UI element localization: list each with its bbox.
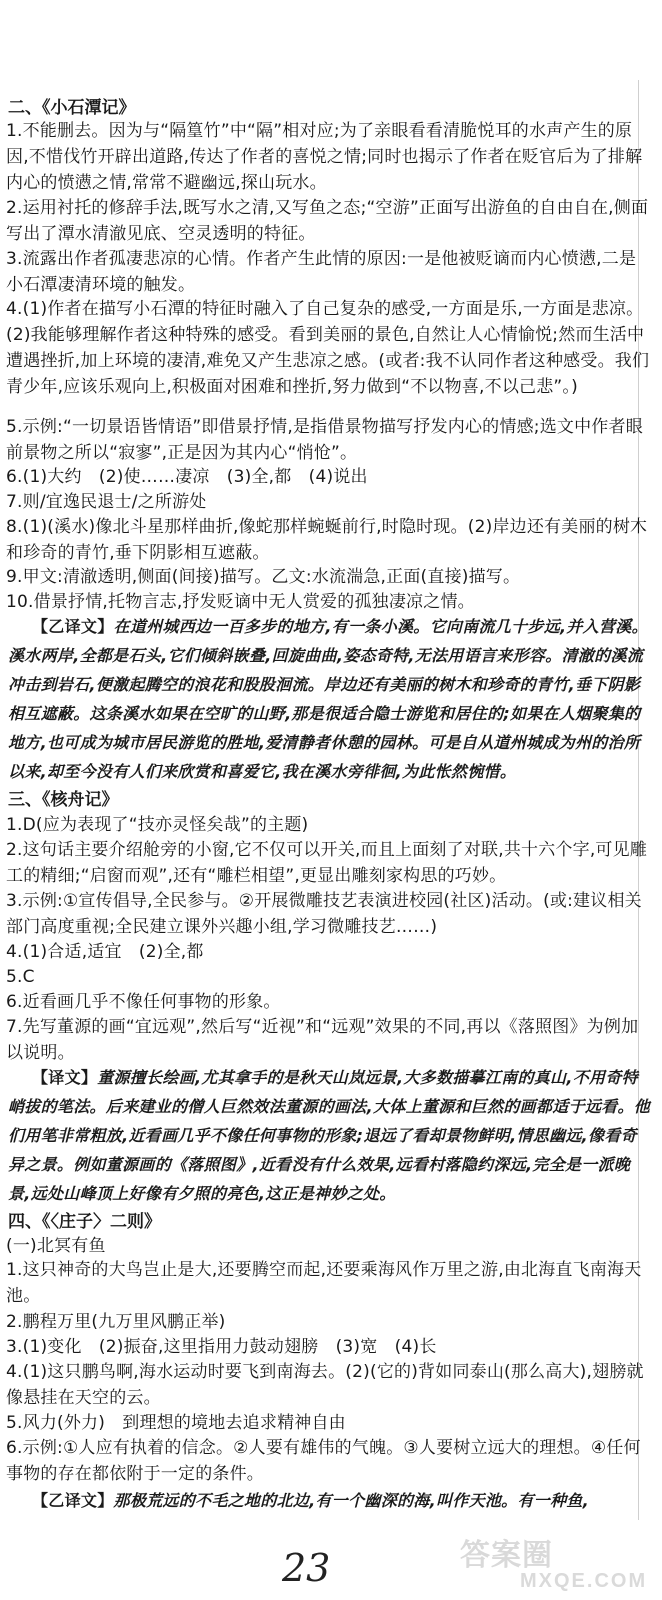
s2-answer-8: 8.(1)(溪水)像北斗星那样曲折,像蛇那样蜿蜒前行,时隐时现。(2)岸边还有美丽的树木和珍奇的青竹,垂下阴影相互遮蔽。: [6, 517, 648, 563]
s4-answer-6: 6.示例:①人应有执着的信念。②人要有雄伟的气魄。③人要树立远大的理想。④任何事物的存在都依附于一定的条件。: [6, 1438, 641, 1484]
s4-answer-3: 3.(1)变化 (2)振奋,这里指用力鼓动翅膀 (3)宽 (4)长: [6, 1337, 437, 1357]
s4-answer-5: 5.风力(外力) 到理想的境地去追求精神自由: [6, 1413, 346, 1433]
s2-answer-9: 9.甲文:清澈透明,侧面(间接)描写。乙文:水流湍急,正面(直接)描写。: [6, 567, 521, 587]
translation-label: 【乙译文】: [32, 617, 114, 636]
s2-answer-10: 10.借景抒情,托物言志,抒发贬谪中无人赏爱的孤独凄凉之情。: [6, 592, 475, 612]
s3-answer-6: 6.近看画几乎不像任何事物的形象。: [6, 992, 281, 1012]
s2-answer-6: 6.(1)大约 (2)使……凄凉 (3)全,都 (4)说出: [6, 467, 368, 487]
s3-answer-2: 2.这句话主要介绍舱旁的小窗,它不仅可以开关,而且上面刻了对联,共十六个字,可见雕工的精细;“启窗而观”,还有“雕栏相望”,更显出雕刻家构思的巧妙。: [6, 840, 648, 886]
s4-translation: [8, 1486, 652, 1515]
s4-answer-1: 1.这只神奇的大鸟岂止是大,还要腾空而起,还要乘海风作万里之游,由北海直飞南海天池。: [6, 1260, 642, 1306]
page-number: 23: [282, 1546, 331, 1590]
s4-answer-4: 4.(1)这只鹏鸟啊,海水运动时要飞到南海去。(2)(它的)背如同泰山(那么高大),翅膀就像悬挂在天空的云。: [6, 1362, 644, 1408]
s3-answer-3: 3.示例:①宣传倡导,全民参与。②开展微雕技艺表演进校园(社区)活动。(或:建议相关部门高度重视;全民建立课外兴趣小组,学习微雕技艺……): [6, 891, 642, 937]
translation-text: 董源擅长绘画,尤其拿手的是秋天山岚远景,大多数描摹江南的真山,不用奇特峭拔的笔法。后来建业的僧人巨然效法董源的画法,大体上董源和巨然的画都适于远看。他们用笔非常粗放,近看画几乎不像任何事物的形象;退远了看却景物鲜明,情思幽远,像看奇异之景。例如董源画的《落照图》,近看没有什么效果,远看村落隐约深远,完全是一派晚景,远处山峰顶上好像有夕照的亮色,这正是神妙之处。: [8, 1068, 651, 1203]
s2-answer-4: 4.(1)作者在描写小石潭的特征时融入了自己复杂的感受,一方面是乐,一方面是悲凉。(2)我能够理解作者这种特殊的感受。看到美丽的景色,自然让人心情愉悦;然而生活中遭遇挫折,加上环境的凄清,难免又产生悲凉之感。(或者:我不认同作者这种感受。我们青少年,应该乐观向上,积极面对困难和挫折,努力做到“不以物喜,不以己悲”。): [6, 299, 650, 397]
s2-answer-7: 7.则/宜逸民退士/之所游处: [6, 492, 207, 512]
section-title-xiaoshitanji: 二、《小石潭记》: [8, 98, 136, 118]
s2-answer-2: 2.运用衬托的修辞手法,既写水之清,又写鱼之态;“空游”正面写出游鱼的自由自在,侧面写出了潭水清澈见底、空灵透明的特征。: [6, 198, 649, 244]
watermark-url: MXQE.COM: [520, 1570, 648, 1592]
s4-answer-2: 2.鹏程万里(九万里风鹏正举): [6, 1312, 226, 1332]
section-title-hezhouji: 三、《核舟记》: [8, 790, 119, 810]
s2-answer-3: 3.流露出作者孤凄悲凉的心情。作者产生此情的原因:一是他被贬谪而内心愤懑,二是小石潭凄清环境的触发。: [6, 249, 637, 295]
translation-label: 【译文】: [32, 1068, 98, 1087]
s2-answer-1: 1.不能删去。因为与“隔篁竹”中“隔”相对应;为了亲眼看看清脆悦耳的水声产生的原因,不惜伐竹开辟出道路,传达了作者的喜悦之情;同时也揭示了作者在贬官后为了排解内心的愤懑之情,常常不避幽远,探山玩水。: [6, 121, 643, 193]
s2-answer-5: 5.示例:“一切景语皆情语”即借景抒情,是指借景物描写抒发内心的情感;选文中作者眼前景物之所以“寂寥”,正是因为其内心“悄怆”。: [6, 417, 643, 463]
s3-answer-7: 7.先写董源的画“宜远观”,然后写“近视”和“远观”效果的不同,再以《落照图》为例加以说明。: [6, 1017, 639, 1063]
translation-text: 在道州城西边一百多步的地方,有一条小溪。它向南流几十步远,并入营溪。溪水两岸,全都是石头,它们倾斜嵌叠,回旋曲曲,姿态奇特,无法用语言来形容。清澈的溪流冲击到岩石,便激起腾空的浪花和股股洄流。岸边还有美丽的树木和珍奇的青竹,垂下阴影相互遮蔽。这条溪水如果在空旷的山野,那是很适合隐士游览和居住的;如果在人烟聚集的地方,也可成为城市居民游览的胜地,爱清静者休憩的园林。可是自从道州城成为州的治所以来,却至今没有人们来欣赏和喜爱它,我在溪水旁徘徊,为此怅然惋惜。: [8, 617, 648, 781]
s3-translation: [8, 1063, 652, 1208]
watermark-logo: 答案圈: [460, 1539, 553, 1572]
section-title-zhuangzi: 四、《〈庄子〉二则》: [8, 1212, 161, 1232]
s3-answer-5: 5.C: [6, 967, 35, 987]
s4-subtitle: (一)北冥有鱼: [6, 1236, 106, 1256]
s3-answer-1: 1.D(应为表现了“技亦灵怪矣哉”的主题): [6, 815, 309, 835]
s2-translation: [8, 612, 652, 786]
translation-text: 那极荒远的不毛之地的北边,有一个幽深的海,叫作天池。有一种鱼,: [113, 1491, 590, 1510]
translation-label: 【乙译文】: [32, 1491, 114, 1510]
s3-answer-4: 4.(1)合适,适宜 (2)全,都: [6, 942, 204, 962]
